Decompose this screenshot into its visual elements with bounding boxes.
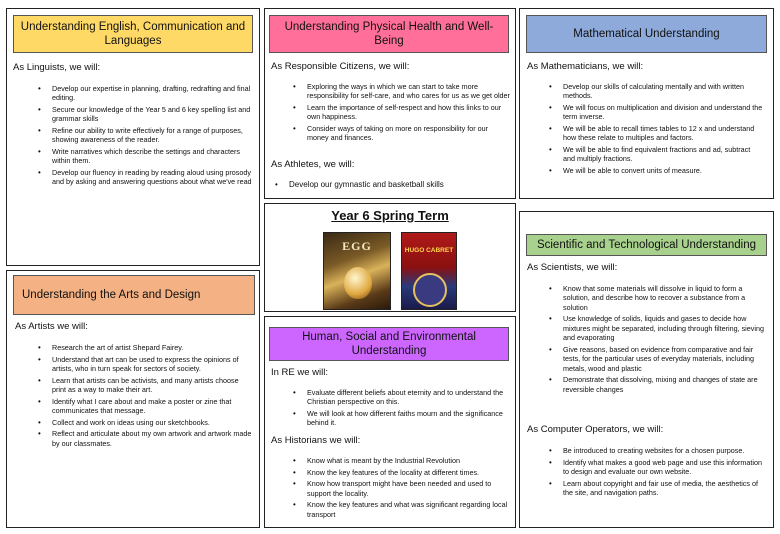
human-panel <box>264 316 516 528</box>
list-item: • Know what is meant by the Industrial Revolution <box>307 456 511 465</box>
list-item: • Learn about copyright and fair use of media, the aesthetics of the site, and navigation paths. <box>563 479 768 498</box>
list-item: • Develop our expertise in planning, drafting, redrafting and final editing. <box>52 84 252 103</box>
arts-panel <box>6 270 260 528</box>
maths-panel <box>519 8 774 199</box>
maths-title: Mathematical Understanding <box>526 15 767 53</box>
health-lead-athletes: As Athletes, we will: <box>271 159 355 170</box>
english-panel <box>6 8 260 266</box>
list-item: • Know the key features and what was significant regarding local transport <box>307 500 511 519</box>
list-item: • Demonstrate that dissolving, mixing and changes of state are reversible changes <box>563 375 768 394</box>
list-item: • We will look at how different faiths mourn and the significance behind it. <box>307 409 511 428</box>
science-lead-computing: As Computer Operators, we will: <box>527 424 664 435</box>
health-title: Understanding Physical Health and Well-Being <box>269 15 509 53</box>
list-item: • Know how transport might have been needed and used to support the locality. <box>307 479 511 498</box>
science-list-computing <box>563 446 768 500</box>
health-panel <box>264 8 516 199</box>
science-lead-scientists: As Scientists, we will: <box>527 262 618 273</box>
list-item: • Develop our gymnastic and basketball skills <box>289 180 509 189</box>
list-item: • We will focus on multiplication and division and understand the term inverse. <box>563 103 763 122</box>
list-item: • Secure our knowledge of the Year 5 and 6 key spelling list and grammar skills <box>52 105 252 124</box>
science-panel <box>519 211 774 528</box>
list-item: • We will be able to find equivalent fractions and ad, subtract and multiply fractions. <box>563 145 763 164</box>
maths-lead: As Mathematicians, we will: <box>527 61 644 72</box>
list-item: • Exploring the ways in which we can start to take more responsibility for self-care, and who cares for us as we get older <box>307 82 511 101</box>
list-item: • We will be able to recall times tables to 12 x and understand how these relate to multiples and factors. <box>563 124 763 143</box>
list-item: • Give reasons, based on evidence from comparative and fair tests, for the particular uses of everyday materials, including metals, wood and plastic <box>563 345 768 373</box>
list-item: • Write narratives which describe the settings and characters within them. <box>52 147 252 166</box>
list-item: • Learn the importance of self-respect and how this links to our own happiness. <box>307 103 511 122</box>
list-item: • We will be able to convert units of measure. <box>563 166 763 175</box>
arts-title: Understanding the Arts and Design <box>13 275 255 315</box>
list-item: • Be introduced to creating websites for a chosen purpose. <box>563 446 768 455</box>
human-title: Human, Social and Environmental Understanding <box>269 327 509 361</box>
list-item: • Identify what makes a good web page and use this information to design and evaluate our own website. <box>563 458 768 477</box>
list-item: • Develop our skills of calculating mentally and with written methods. <box>563 82 763 101</box>
english-list <box>52 84 252 189</box>
maths-list <box>563 82 763 178</box>
egg-illustration <box>344 267 372 299</box>
list-item: • Learn that artists can be activists, and many artists choose print as a way to make their art. <box>52 376 252 395</box>
science-list-scientists <box>563 284 768 396</box>
clock-illustration <box>413 273 447 307</box>
list-item: • Know that some materials will dissolve in liquid to form a solution, and describe how to recover a substance from a solution <box>563 284 768 312</box>
list-item: • Identify what I care about and make a poster or zine that communicates that message. <box>52 397 252 416</box>
english-title: Understanding English, Communication and Languages <box>13 15 253 53</box>
list-item: • Reflect and articulate about my own artwork and artwork made by our classmates. <box>52 429 252 448</box>
science-title: Scientific and Technological Understanding <box>526 234 767 256</box>
list-item: • Know the key features of the locality at different times. <box>307 468 511 477</box>
health-list-citizens <box>307 82 511 145</box>
book-title-hugo: HUGO CABRET <box>404 247 454 254</box>
arts-lead: As Artists we will: <box>15 321 88 332</box>
health-lead-citizens: As Responsible Citizens, we will: <box>271 61 410 72</box>
book-cover-egg <box>323 232 391 310</box>
human-lead-history: As Historians we will: <box>271 435 361 446</box>
list-item: • Refine our ability to write effectively for a range of purposes, showing awareness of the reader. <box>52 126 252 145</box>
list-item: • Evaluate different beliefs about eternity and to understand the Christian perspective on this. <box>307 388 511 407</box>
list-item: • Understand that art can be used to express the opinions of artists, who in turn speak for sectors of society. <box>52 355 252 374</box>
book-title-egg: EGG <box>342 239 372 253</box>
list-item: • Develop our fluency in reading by reading aloud using prosody and by asking and answering questions about what we've read <box>52 168 252 187</box>
human-lead-re: In RE we will: <box>271 367 329 378</box>
list-item: • Research the art of artist Shepard Fairey. <box>52 343 252 352</box>
book-cover-hugo <box>401 232 457 310</box>
human-list-history <box>307 456 511 521</box>
human-list-re <box>307 388 511 430</box>
centre-panel <box>264 203 516 312</box>
page-title: Year 6 Spring Term <box>331 208 449 223</box>
arts-list <box>52 343 252 450</box>
english-lead: As Linguists, we will: <box>13 62 101 73</box>
health-list-athletes <box>289 180 509 192</box>
list-item: • Consider ways of taking on more on responsibility for our money and finances. <box>307 124 511 143</box>
list-item: • Use knowledge of solids, liquids and gases to decide how mixtures might be separated, including through filtering, sieving and evaporating <box>563 314 768 342</box>
list-item: • Collect and work on ideas using our sketchbooks. <box>52 418 252 427</box>
